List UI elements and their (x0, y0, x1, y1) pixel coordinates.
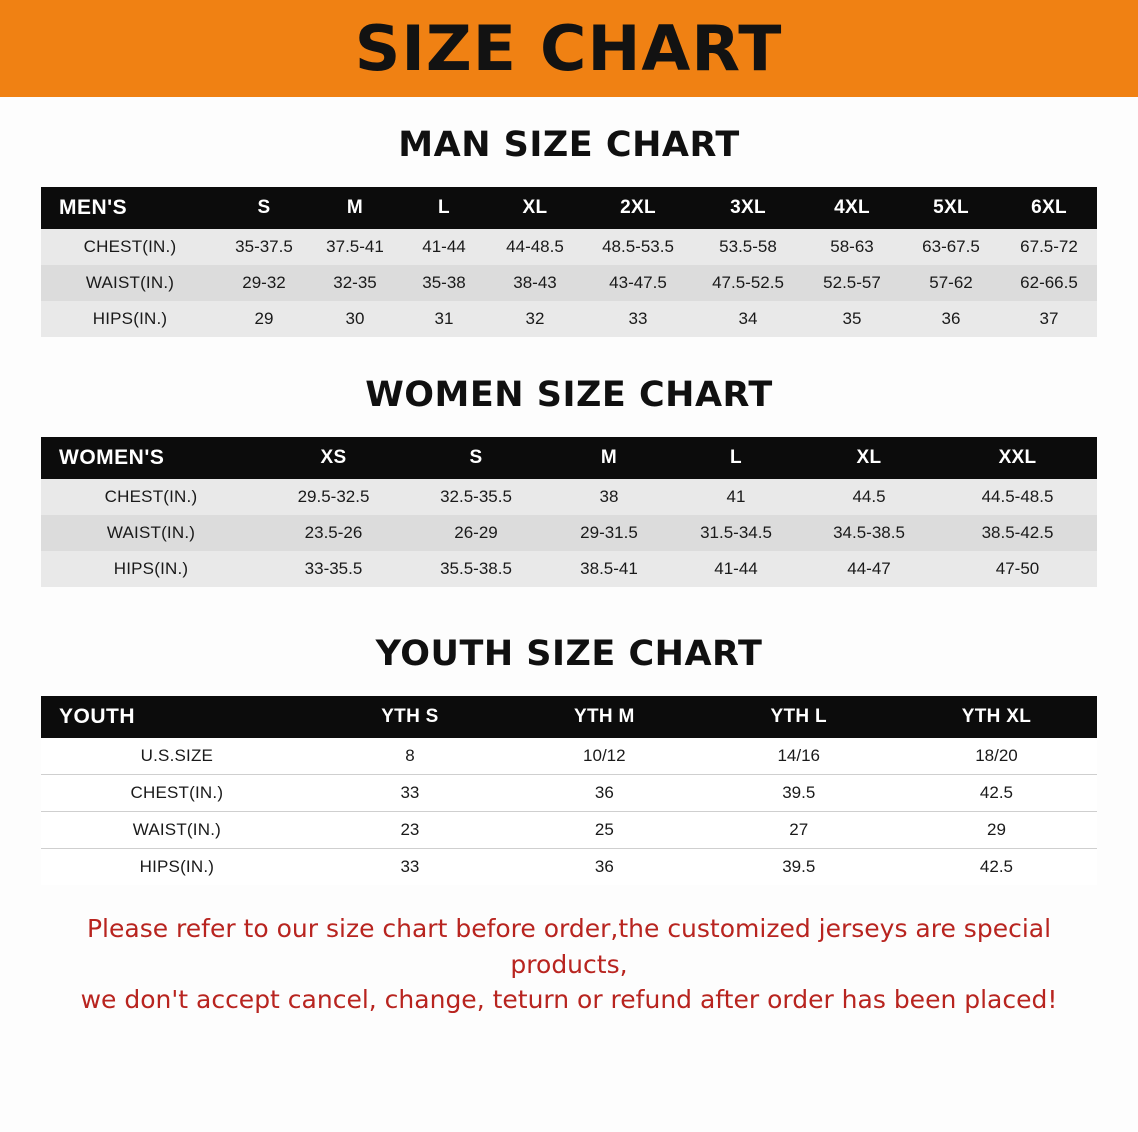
cell: 38.5-41 (580, 559, 638, 578)
column-header: 3XL (730, 197, 766, 218)
policy-note-line-2: we don't accept cancel, change, teturn or refund after order has been placed! (80, 985, 1058, 1014)
cell: 26-29 (454, 523, 498, 542)
cell: 29 (896, 812, 1097, 849)
youth-size-table (41, 696, 1097, 885)
cell: 33 (313, 775, 507, 812)
table-row (41, 551, 1097, 587)
row-label: CHEST(IN.) (104, 487, 198, 506)
cell: 42.5 (896, 775, 1097, 812)
youth-section-heading: YOUTH SIZE CHART (375, 634, 763, 674)
table-row (41, 479, 1097, 515)
column-header: WOMEN'S (59, 446, 165, 469)
column-header: 4XL (834, 197, 870, 218)
cell: 44.5 (852, 487, 886, 506)
column-header: XL (522, 197, 548, 218)
cell: 23 (313, 812, 507, 849)
column-header: YTH XL (961, 706, 1032, 727)
column-header: 5XL (933, 197, 969, 218)
table-row (41, 515, 1097, 551)
cell: 29-32 (242, 273, 286, 292)
cell: 35-37.5 (235, 237, 293, 256)
column-header: L (730, 447, 742, 468)
cell: 31 (434, 309, 454, 328)
table-row (41, 775, 1097, 812)
cell: 44-47 (847, 559, 891, 578)
cell: 29.5-32.5 (297, 487, 370, 506)
cell: 41-44 (714, 559, 758, 578)
column-header: YTH L (770, 706, 827, 727)
cell: 39.5 (702, 775, 896, 812)
row-label: WAIST(IN.) (106, 523, 196, 542)
women-size-table (41, 437, 1097, 587)
table-row (41, 812, 1097, 849)
table-row (41, 849, 1097, 886)
cell: 29-31.5 (580, 523, 638, 542)
cell: 36 (507, 849, 701, 886)
column-header: XL (856, 447, 882, 468)
cell: 27 (702, 812, 896, 849)
column-header: L (438, 197, 450, 218)
cell: 38-43 (513, 273, 557, 292)
column-header: YTH S (381, 706, 439, 727)
cell: 53.5-58 (719, 237, 777, 256)
row-label: WAIST(IN.) (41, 812, 313, 849)
column-header: 2XL (620, 197, 656, 218)
table-row (41, 265, 1097, 301)
cell: 34.5-38.5 (833, 523, 905, 542)
cell: 33 (313, 849, 507, 886)
cell: 58-63 (830, 237, 874, 256)
man-size-table (41, 187, 1097, 337)
cell: 23.5-26 (304, 523, 363, 542)
cell: 38.5-42.5 (981, 523, 1054, 542)
table-row (41, 229, 1097, 265)
cell: 67.5-72 (1020, 237, 1078, 256)
cell: 41-44 (422, 237, 466, 256)
row-label: WAIST(IN.) (85, 273, 175, 292)
column-header: 6XL (1031, 197, 1067, 218)
cell: 8 (313, 738, 507, 775)
cell: 18/20 (896, 738, 1097, 775)
cell: 41 (726, 487, 746, 506)
column-header: M (600, 447, 618, 468)
cell: 30 (345, 309, 365, 328)
cell: 14/16 (702, 738, 896, 775)
table-header-row (41, 437, 1097, 479)
cell: 39.5 (702, 849, 896, 886)
cell: 44-48.5 (506, 237, 564, 256)
cell: 57-62 (929, 273, 973, 292)
cell: 44.5-48.5 (981, 487, 1054, 506)
cell: 32.5-35.5 (440, 487, 512, 506)
cell: 52.5-57 (823, 273, 881, 292)
row-label: CHEST(IN.) (41, 775, 313, 812)
cell: 47-50 (995, 559, 1040, 578)
cell: 48.5-53.5 (602, 237, 674, 256)
column-header: S (257, 197, 271, 218)
cell: 32 (525, 309, 545, 328)
cell: 31.5-34.5 (700, 523, 772, 542)
cell: 47.5-52.5 (712, 273, 784, 292)
policy-note (39, 911, 1099, 1018)
column-header: YOUTH (59, 705, 135, 728)
column-header: XXL (998, 447, 1037, 468)
column-header: XS (320, 447, 347, 468)
row-label: U.S.SIZE (41, 738, 313, 775)
policy-note-line-1: Please refer to our size chart before order,the customized jerseys are special products, (86, 914, 1052, 979)
cell: 35 (842, 309, 862, 328)
cell: 37.5-41 (326, 237, 384, 256)
cell: 36 (941, 309, 961, 328)
cell: 42.5 (896, 849, 1097, 886)
table-header-row (41, 696, 1097, 738)
row-label: HIPS(IN.) (113, 559, 189, 578)
man-section-heading: MAN SIZE CHART (398, 125, 740, 165)
cell: 33-35.5 (304, 559, 363, 578)
table-header-row (41, 187, 1097, 229)
table-row (41, 301, 1097, 337)
cell: 25 (507, 812, 701, 849)
table-row (41, 738, 1097, 775)
cell: 36 (507, 775, 701, 812)
row-label: CHEST(IN.) (83, 237, 177, 256)
cell: 62-66.5 (1020, 273, 1078, 292)
women-section-heading: WOMEN SIZE CHART (365, 375, 773, 415)
row-label: HIPS(IN.) (92, 309, 168, 328)
cell: 38 (599, 487, 619, 506)
cell: 35.5-38.5 (440, 559, 512, 578)
column-header: M (346, 197, 364, 218)
cell: 34 (738, 309, 758, 328)
row-label: HIPS(IN.) (41, 849, 313, 886)
cell: 29 (254, 309, 274, 328)
cell: 32-35 (333, 273, 377, 292)
cell: 10/12 (507, 738, 701, 775)
cell: 43-47.5 (609, 273, 667, 292)
page-title: SIZE CHART (355, 11, 783, 85)
banner (0, 0, 1138, 97)
cell: 63-67.5 (922, 237, 980, 256)
column-header: MEN'S (59, 196, 128, 219)
cell: 33 (628, 309, 648, 328)
cell: 37 (1039, 309, 1059, 328)
column-header: S (469, 447, 483, 468)
column-header: YTH M (574, 706, 635, 727)
cell: 35-38 (422, 273, 466, 292)
